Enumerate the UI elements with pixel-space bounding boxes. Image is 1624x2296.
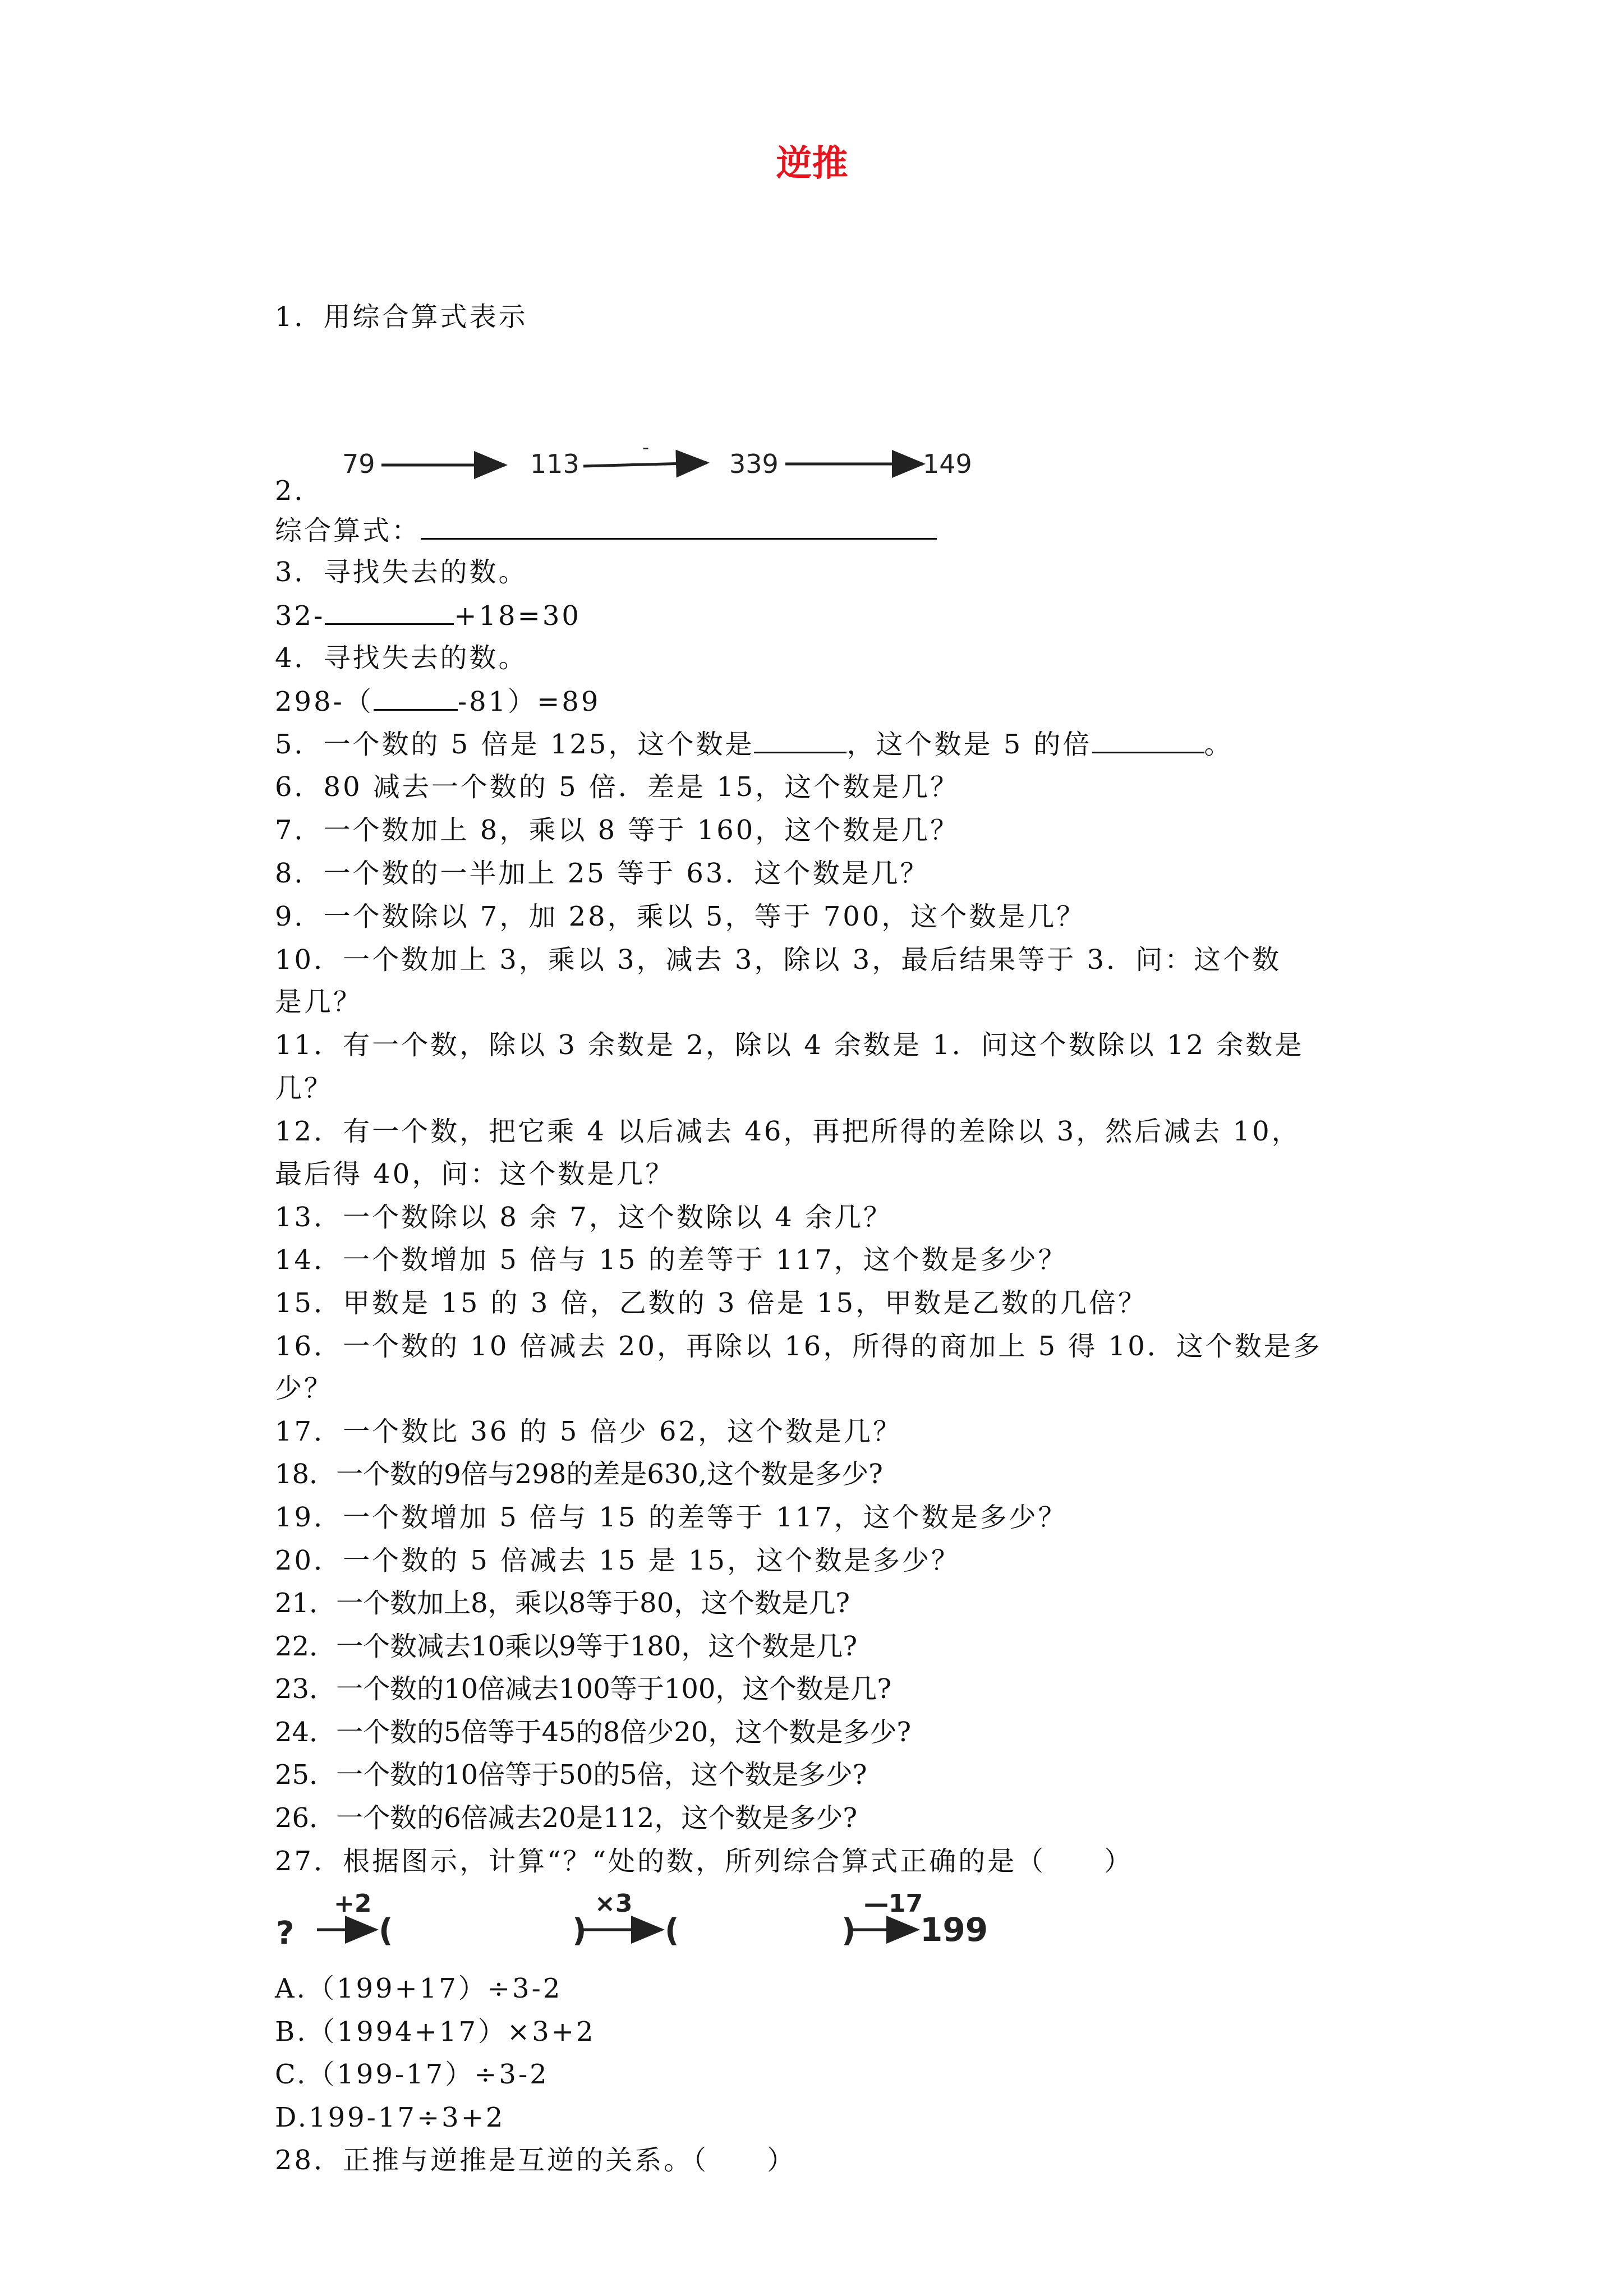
- option-a[interactable]: A.（199+17）÷3-2: [275, 1973, 563, 2004]
- question-24: 24．一个数的5倍等于45的8倍少20，这个数是多少?: [275, 1717, 912, 1748]
- option-c[interactable]: C.（199-17）÷3-2: [275, 2059, 549, 2090]
- q5-blank-2[interactable]: [1092, 727, 1204, 753]
- question-4: 4．寻找失去的数。: [275, 642, 528, 674]
- flow-op-1: +2: [334, 1890, 372, 1918]
- chain-number-2: 113: [530, 449, 579, 479]
- question-14: 14．一个数增加 5 倍与 15 的差等于 117，这个数是多少？: [275, 1244, 1068, 1276]
- question-25: 25．一个数的10倍等于50的5倍，这个数是多少?: [275, 1759, 867, 1791]
- question-3: 3．寻找失去的数。: [275, 556, 528, 588]
- question-4-equation: [275, 684, 600, 719]
- question-11-line-2: 几？: [275, 1073, 334, 1104]
- question-23: 23．一个数的10倍减去100等于100，这个数是几?: [275, 1673, 892, 1705]
- q5-part-b: ，这个数是 5 的倍: [846, 729, 1092, 760]
- question-15: 15．甲数是 15 的 3 倍，乙数的 3 倍是 15，甲数是乙数的几倍？: [275, 1287, 1148, 1319]
- question-10-line-1: 10．一个数加上 3，乘以 3，减去 3，除以 3，最后结果等于 3．问：这个数: [275, 944, 1282, 976]
- flow-open-paren-1: (: [379, 1912, 393, 1949]
- operation-flow-diagram: [275, 1890, 1004, 1952]
- question-26: 26．一个数的6倍减去20是112，这个数是多少?: [275, 1802, 858, 1834]
- formula-label: 综合算式：: [275, 515, 421, 546]
- chain-number-4: 149: [923, 449, 972, 479]
- question-9: 9．一个数除以 7，加 28，乘以 5，等于 700，这个数是几？: [275, 901, 1086, 932]
- question-16-line-1: 16．一个数的 10 倍减去 20，再除以 16，所得的商加上 5 得 10．这个数是多: [275, 1331, 1322, 1362]
- q4-blank[interactable]: [374, 684, 458, 711]
- question-13: 13．一个数除以 8 余 7，这个数除以 4 余几？: [275, 1202, 892, 1233]
- flow-open-paren-2: (: [665, 1912, 679, 1949]
- q3-blank[interactable]: [325, 599, 454, 625]
- question-18: 18．一个数的9倍与298的差是630,这个数是多少?: [275, 1458, 883, 1490]
- question-12-line-1: 12．有一个数，把它乘 4 以后减去 46，再把所得的差除以 3，然后减去 10，: [275, 1116, 1301, 1147]
- flow-result: 199: [920, 1911, 988, 1949]
- flow-op-2: ×3: [595, 1890, 633, 1918]
- chain-mid-mark: -: [642, 446, 650, 459]
- chain-arrow-2: [583, 463, 707, 466]
- question-17: 17．一个数比 36 的 5 倍少 62，这个数是几？: [275, 1416, 903, 1447]
- question-12-line-2: 最后得 40，问：这个数是几？: [275, 1158, 675, 1190]
- question-7: 7．一个数加上 8，乘以 8 等于 160，这个数是几？: [275, 815, 960, 846]
- question-1: 1．用综合算式表示: [275, 301, 528, 333]
- option-b[interactable]: B.（1994+17）×3+2: [275, 2016, 596, 2047]
- formula-blank[interactable]: [421, 513, 937, 540]
- flow-start-mark: ?: [276, 1915, 295, 1952]
- question-2: 2．: [275, 475, 324, 507]
- q3-left: 32-: [275, 600, 325, 632]
- formula-line: [275, 513, 937, 547]
- chain-number-3: 339: [729, 449, 779, 479]
- question-10-line-2: 是几？: [275, 986, 363, 1018]
- question-8: 8．一个数的一半加上 25 等于 63．这个数是几？: [275, 858, 930, 889]
- question-20: 20．一个数的 5 倍减去 15 是 15，这个数是多少？: [275, 1545, 961, 1576]
- question-27: 27．根据图示，计算“？“处的数，所列综合算式正确的是（ ）: [275, 1846, 1134, 1877]
- flow-op-3: —17: [864, 1890, 923, 1918]
- question-16-line-2: 少？: [275, 1373, 334, 1404]
- question-5: [275, 727, 1234, 761]
- q4-left: 298-（: [275, 686, 374, 717]
- question-28: 28．正推与逆推是互逆的关系。（ ）: [275, 2145, 797, 2176]
- q5-blank-1[interactable]: [754, 727, 846, 753]
- flow-close-paren-2: ): [841, 1912, 856, 1949]
- page-title: 逆推: [776, 143, 848, 185]
- question-6: 6．80 减去一个数的 5 倍．差是 15，这个数是几？: [275, 771, 960, 803]
- q4-right: -81）=89: [457, 686, 601, 717]
- chain-number-1: 79: [342, 449, 375, 479]
- question-21: 21．一个数加上8，乘以8等于80，这个数是几?: [275, 1588, 850, 1619]
- question-22: 22．一个数减去10乘以9等于180，这个数是几?: [275, 1631, 858, 1662]
- option-d[interactable]: D.199-17÷3+2: [275, 2102, 505, 2133]
- flow-close-paren-1: ): [572, 1912, 587, 1949]
- question-3-equation: [275, 599, 581, 633]
- q3-right: +18=30: [454, 600, 581, 632]
- q5-part-c: 。: [1204, 729, 1234, 760]
- q5-part-a: 5．一个数的 5 倍是 125，这个数是: [275, 729, 755, 760]
- arrow-chain-diagram: [337, 446, 987, 485]
- question-19: 19．一个数增加 5 倍与 15 的差等于 117，这个数是多少？: [275, 1502, 1068, 1533]
- question-11-line-1: 11．有一个数，除以 3 余数是 2，除以 4 余数是 1．问这个数除以 12 余数是: [275, 1029, 1304, 1061]
